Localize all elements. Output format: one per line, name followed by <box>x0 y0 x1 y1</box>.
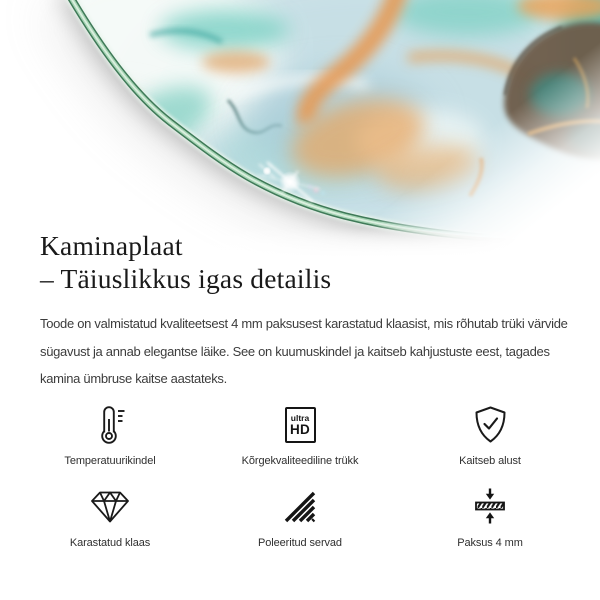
feature-grid <box>40 405 560 550</box>
polished-edges-icon <box>283 487 317 527</box>
diamond-icon <box>89 487 131 527</box>
feature-label: Paksus 4 mm <box>457 537 523 549</box>
title-line2: – Täiuslikkus igas detailis <box>40 262 332 294</box>
product-description: Toode on valmistatud kvaliteetsest 4 mm paksusest karastatud klaasist, mis rõhutab trüki värvide sügavust ja annab elegantse läike. See on kuumuskindel ja kaitseb kahjustuste eest, tagades kamina ümbruse kaitse aastateks. <box>40 316 568 386</box>
thickness-press-icon <box>473 487 507 527</box>
feature-tempered-glass <box>40 487 180 550</box>
feature-label: Temperatuurikindel <box>64 455 156 467</box>
ultra-hd-icon <box>285 405 316 445</box>
ultra-hd-text-bottom: HD <box>290 421 310 437</box>
feature-thickness <box>420 487 560 550</box>
feature-temperature <box>40 405 180 468</box>
shield-check-icon <box>474 405 507 445</box>
feature-label: Poleeritud servad <box>258 537 342 549</box>
feature-label: Kõrgekvaliteediline trükk <box>241 455 359 467</box>
title-line1: Kaminaplaat <box>40 230 183 261</box>
feature-polished-edges <box>185 487 415 550</box>
feature-print-quality <box>185 405 415 468</box>
feature-label: Karastatud klaas <box>69 537 151 549</box>
feature-label: Kaitseb alust <box>459 455 521 467</box>
ultra-hd-text-top: ultra <box>290 412 310 423</box>
thermometer-icon <box>95 405 125 445</box>
page-title <box>40 230 331 295</box>
feature-protects-base <box>420 405 560 468</box>
